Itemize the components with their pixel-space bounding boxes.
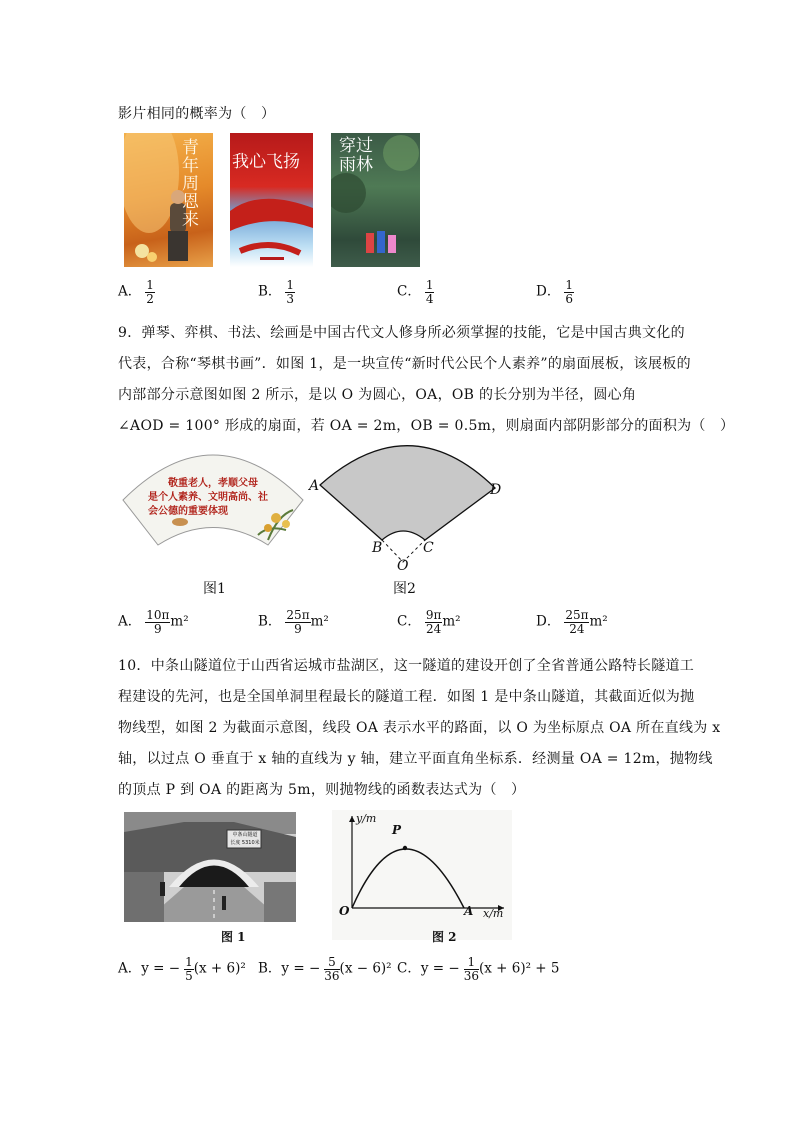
option-label: B． [258,613,282,630]
option-numerator: 5 [324,956,339,970]
option-denominator: 9 [294,621,302,636]
poster-title-3: 穿过雨林 [339,136,373,175]
option-unit: m² [310,613,329,630]
q10-text-line-1: 10．中条山隧道位于山西省运城市盐湖区，这一隧道的建设开创了全省普通公路特长隧道工 [118,658,695,674]
option-label: A． [118,283,142,300]
option-numerator: 1 [146,278,154,292]
point-label-b: B [372,540,383,556]
point-label-c: C [423,540,434,556]
fan-text-line-2: 是个人素养、文明高尚、社 [148,492,268,503]
q9-text-line-2: 代表，合称“琴棋书画”．如图 1，是一块宣传“新时代公民个人素养”的扇面展板，该展板的 [118,356,691,372]
option-denominator: 36 [463,968,479,983]
tunnel-fig1-caption: 图 1 [221,930,246,944]
option-label: B． [258,960,282,977]
option-label: C． [397,283,421,300]
option-unit: m² [170,613,189,630]
option-suffix: (x − 6)² [339,960,392,977]
option-numerator: 1 [464,956,479,970]
option-label: C． [397,960,421,977]
option-unit: m² [589,613,608,630]
q9-option-b[interactable] [258,609,329,635]
y-axis-label: y/m [356,812,377,825]
q10-text-line-4: 轴，以过点 O 垂直于 x 轴的直线为 y 轴，建立平面直角坐标系．经测量 OA = 12m，抛物线 [118,751,713,767]
option-suffix: (x + 6)² + 5 [478,960,560,977]
x-axis-label: x/m [483,907,504,920]
option-denominator: 4 [425,291,434,306]
tunnel-photo [124,812,296,922]
option-prefix: y = − [281,960,321,977]
option-label: D． [536,613,561,630]
option-label: D． [536,283,561,300]
q8-option-c[interactable] [397,279,434,305]
option-suffix: (x + 6)² [193,960,246,977]
option-numerator: 1 [565,278,573,292]
fig2-caption: 图2 [393,581,416,597]
q8-intro: 影片相同的概率为（ ） [118,106,276,122]
option-numerator: 1 [185,955,193,969]
q10-option-a[interactable] [118,956,246,982]
q9-text-line-4: ∠AOD = 100° 形成的扇面，若 OA = 2m，OB = 0.5m，则扇面内部阴影部分的面积为（ ） [118,418,735,434]
q10-option-c[interactable] [397,956,560,982]
point-a-label: A [464,904,474,918]
point-label-a: A [309,478,320,494]
option-denominator: 36 [324,968,340,983]
option-label: A． [118,960,142,977]
option-prefix: y = − [141,960,181,977]
option-numerator: 25π [286,608,310,622]
option-numerator: 1 [286,278,295,292]
q10-text-line-3: 物线型，如图 2 为截面示意图，线段 OA 表示水平的路面，以 O 为坐标原点 OA 所在直线为 x [118,720,721,736]
option-label: B． [258,283,282,300]
option-denominator: 3 [286,291,295,306]
q8-option-d[interactable] [536,279,574,305]
vertex-p-label: P [392,823,402,837]
q9-text-line-1: 9．弹琴、弈棋、书法、绘画是中国古代文人修身所必须掌握的技能，它是中国古典文化的 [118,325,685,341]
parabola-fig2-caption: 图 2 [432,930,457,944]
option-label: A． [118,613,142,630]
parabola-diagram [332,810,512,940]
option-numerator: 25π [565,608,589,622]
option-unit: m² [442,613,461,630]
tunnel-sign-name: 中条山隧道 [232,832,258,838]
tunnel-sign-length: 长度 5310米 [230,840,260,846]
q9-option-c[interactable] [397,609,461,635]
option-denominator: 9 [154,621,162,636]
q8-option-a[interactable] [118,279,155,305]
fan-text-line-1: 敬重老人，孝顺父母 [168,478,258,489]
option-denominator: 24 [569,621,585,636]
option-numerator: 10π [146,608,170,622]
option-denominator: 24 [425,621,442,636]
q10-text-line-2: 程建设的先河，也是全国单洞里程最长的隧道工程．如图 1 是中条山隧道，其截面近似为抛 [118,689,695,705]
poster-title-1: 青年周恩来 [182,138,199,230]
option-numerator: 1 [425,278,434,292]
option-denominator: 2 [146,291,154,306]
q8-option-b[interactable] [258,279,295,305]
fan-text-line-3: 会公德的重要体现 [148,506,228,517]
poster-image-3 [331,133,420,267]
q10-text-line-5: 的顶点 P 到 OA 的距离为 5m，则抛物线的函数表达式为（ ） [118,782,526,798]
fig1-caption: 图1 [203,581,226,597]
origin-label: O [339,904,350,918]
option-prefix: y = − [420,960,460,977]
poster-image-2 [230,133,313,267]
q9-text-line-3: 内部部分示意图如图 2 所示，是以 O 为圆心，OA，OB 的长分别为半径，圆心角 [118,387,637,403]
option-denominator: 6 [565,291,573,306]
option-numerator: 9π [425,608,442,622]
sector-diagram [300,440,520,580]
point-label-o: O [397,558,409,574]
option-label: C． [397,613,421,630]
q9-option-a[interactable] [118,609,189,635]
poster-title-2: 我心飞扬 [232,152,300,172]
q10-option-b[interactable] [258,956,392,982]
point-label-d: D [490,482,502,498]
option-denominator: 5 [185,968,193,983]
poster-image-1 [124,133,213,267]
q9-option-d[interactable] [536,609,608,635]
